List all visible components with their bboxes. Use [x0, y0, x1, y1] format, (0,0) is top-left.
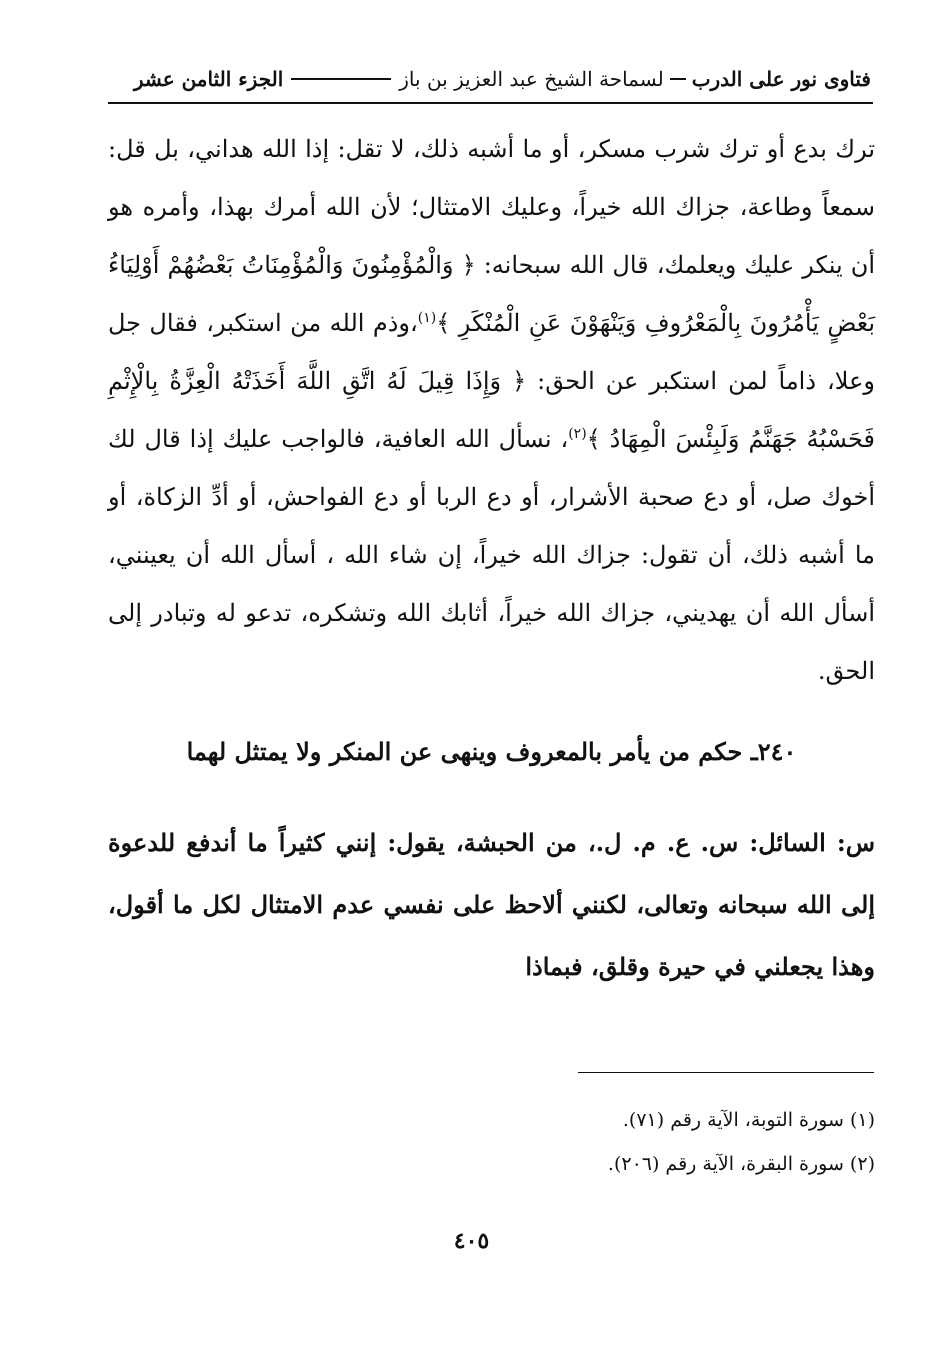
main-paragraph [108, 120, 875, 700]
question-text [108, 812, 875, 998]
footnote-rule [578, 1072, 874, 1073]
text-before-ayah: ترك بدع أو ترك شرب مسكر، أو ما أشبه ذلك، لا تقل: إذا الله هداني، بل قل: سمعاً وطاعة، جزاك الله خيراً، وعليك الامتثال؛ لأن الله أمرك بهذا، وأمره هو أن ينكر عليك ويعلمك، قال الله سبحانه: [108, 135, 876, 279]
quran-verse-1: ﴿ وَالْمُؤْمِنُونَ وَالْمُؤْمِنَاتُ بَعْضُهُمْ أَوْلِيَاءُ بَعْضٍ يَأْمُرُونَ بِالْمَعْرُوفِ وَيَنْهَوْنَ عَنِ الْمُنْكَرِ ﴾ [108, 251, 875, 337]
header-dash [670, 78, 686, 80]
footnote-1: (١) سورة التوبة، الآية رقم (٧١). [622, 1109, 875, 1131]
running-header [110, 62, 871, 96]
question-title: ٢٤٠ـ حكم من يأمر بالمعروف وينهى عن المنكر ولا يمتثل لهما [186, 737, 797, 766]
header-book-title: فتاوى نور على الدرب [691, 67, 871, 91]
footnotes [300, 1098, 875, 1186]
header-rule [108, 102, 873, 104]
footnote-2: (٢) سورة البقرة، الآية رقم (٢٠٦). [607, 1153, 875, 1175]
footnote-ref-1: (١) [417, 310, 437, 326]
quran-verse-2: ﴿ وَإِذَا قِيلَ لَهُ اتَّقِ اللَّهَ أَخَذَتْهُ الْعِزَّةُ بِالْإِثْمِ فَحَسْبُهُ جَهَنَّمُ وَلَبِئْسَ الْمِهَادُ ﴾ [108, 367, 875, 453]
question-paragraph: س: السائل: س. ع. م. ل.، من الحبشة، يقول: إنني كثيراً ما أندفع للدعوة إلى الله سبحانه وتعالى، لكنني ألاحظ على نفسي عدم الامتثال لكل ما أقول، وهذا يجعلني في حيرة وقلق، فبماذا [108, 828, 875, 981]
text-after-ayat: ، نسأل الله العافية، فالواجب عليك إذا قال لك أخوك صل، أو دع صحبة الأشرار، أو دع الربا أو دع الفواحش، أو أدِّ الزكاة، أو ما أشبه ذلك، أن تقول: جزاك الله خيراً، إن شاء الله ، أسأل الله أن يعينني، أسأل الله أن يهديني، جزاك الله خيراً، أثابك الله وتشكره، تدعو له وتبادر إلى الحق. [108, 425, 876, 685]
header-part: الجزء الثامن عشر [133, 67, 284, 91]
main-text [108, 120, 875, 700]
text-between-ayat: ،وذم الله من استكبر، فقال جل وعلا، ذاماً لمن استكبر عن الحق: [108, 309, 876, 395]
footnote-ref-2: (٢) [568, 426, 587, 442]
header-author: لسماحة الشيخ عبد العزيز بن باز [399, 67, 664, 91]
header-line [291, 78, 391, 80]
page-number: ٤٠٥ [453, 1228, 490, 1254]
